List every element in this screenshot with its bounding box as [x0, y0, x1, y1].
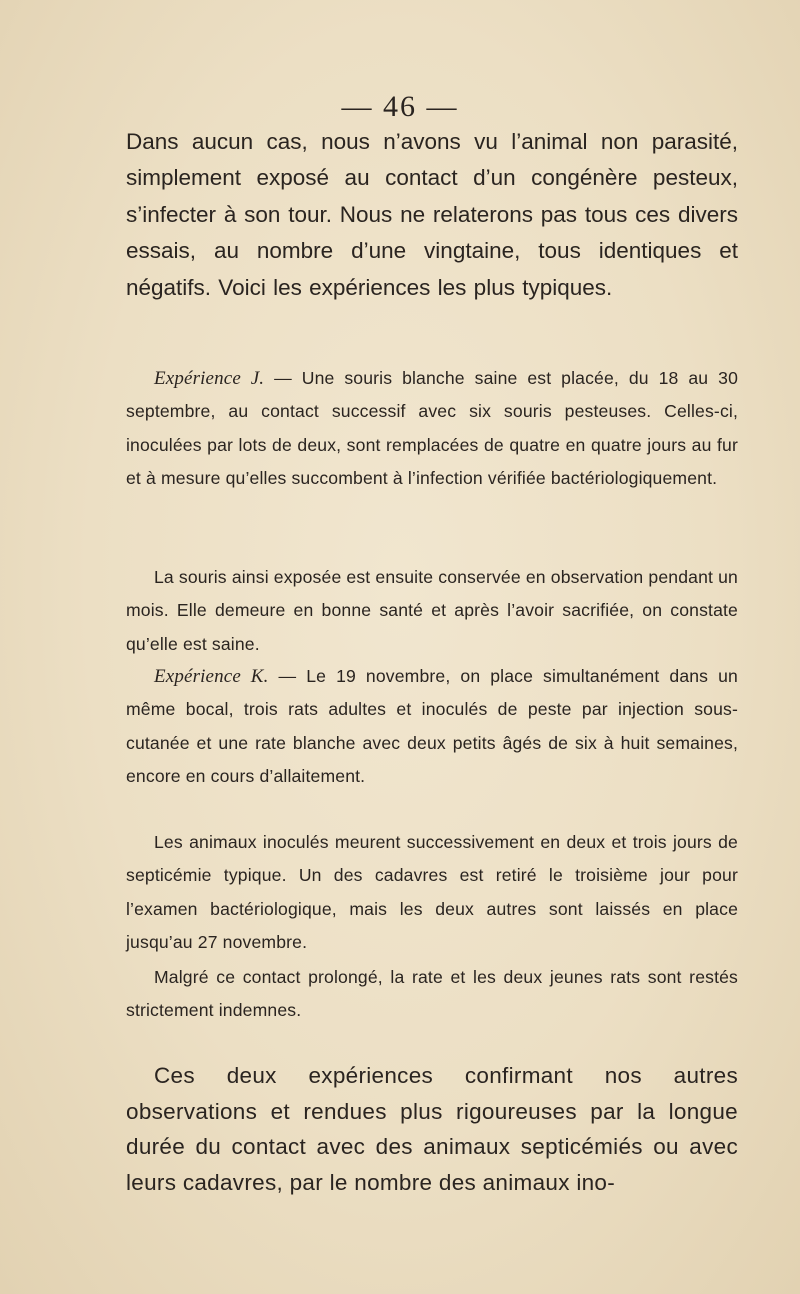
- experiment-j-text: — Une souris blanche saine est placée, du 18 au 30 septembre, au contact successif avec six souris pesteuses. Celles-ci, inoculées par lots de deux, sont remplacées de quatre en quatre jours au fur et à mesure qu’elles succombent à l’infection vérifiée bactériologiquement.: [126, 368, 739, 488]
- experiment-k-conclusion: [126, 961, 738, 1028]
- experiment-k-text: — Le 19 novembre, on place simultanément dans un même bocal, trois rats adultes et inoculés de peste par injection sous-cutanée et une rate blanche avec deux petits âgés de six à huit semaines, encore en cours d’allaitement.: [126, 666, 738, 786]
- page-number: — 46 —: [341, 90, 459, 123]
- experiment-k-continuation-text: Les animaux inoculés meurent successivement en deux et trois jours de septicémie typique. Un des cadavres est retiré le troisième jour pour l’examen bactériologique, mais les deux autres sont laissés en place jusqu’au 27 novembre.: [126, 832, 738, 952]
- experiment-j-continuation-text: La souris ainsi exposée est ensuite conservée en observation pendant un mois. Elle demeure en bonne santé et après l’avoir sacrifiée, on constate qu’elle est saine.: [126, 567, 738, 654]
- experiment-j-label: Expérience J.: [154, 368, 265, 389]
- experiment-k-continuation: [126, 826, 738, 959]
- experiment-k-label: Expérience K.: [154, 666, 269, 687]
- experiment-k-conclusion-text: Malgré ce contact prolongé, la rate et les deux jeunes rats sont restés strictement indemnes.: [126, 967, 738, 1021]
- lead-paragraph-text: Dans aucun cas, nous n’avons vu l’animal non parasité, simplement exposé au contact d’un congénère pesteux, s’infecter à son tour. Nous ne relaterons pas tous ces divers essais, au nombre d’une vingtaine, tous identiques et négatifs. Voici les expériences les plus typiques.: [126, 129, 738, 300]
- experiment-j-continuation: [126, 561, 738, 661]
- closing-paragraph-text: Ces deux expériences confirmant nos autres observations et rendues plus rigoureuses par la longue durée du contact avec des animaux septicémiés ou avec leurs cadavres, par le nombre des animaux ino-: [126, 1063, 738, 1195]
- lead-paragraph: [126, 124, 738, 306]
- experiment-k-paragraph: [126, 660, 738, 793]
- closing-paragraph: [126, 1058, 738, 1200]
- experiment-j-paragraph: [126, 362, 738, 495]
